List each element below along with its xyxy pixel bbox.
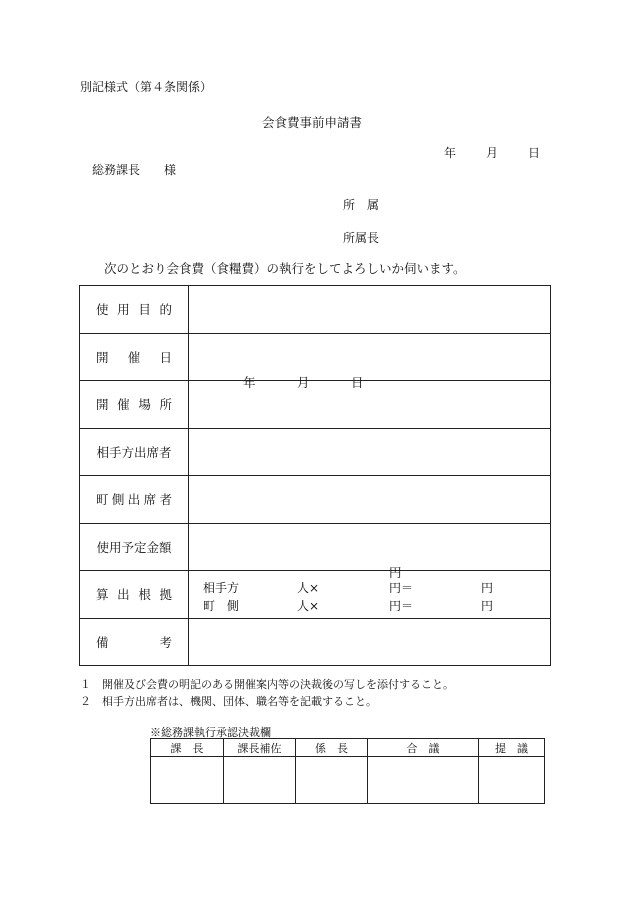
label-char: 用 bbox=[117, 302, 130, 318]
label-char: 催 bbox=[117, 397, 130, 413]
stamp-box[interactable] bbox=[151, 757, 224, 804]
row-label-purpose bbox=[80, 286, 189, 334]
spread-label bbox=[80, 348, 188, 366]
notes bbox=[80, 676, 454, 710]
note-item: ２ 相手方出席者は、機関、団体、職名等を記載すること。 bbox=[80, 695, 377, 708]
label-char: 催 bbox=[127, 349, 141, 365]
label-char: 用 bbox=[108, 539, 122, 555]
table-row bbox=[80, 286, 551, 334]
remarks-field[interactable] bbox=[189, 618, 551, 666]
label-char: 日 bbox=[159, 349, 172, 365]
table-row bbox=[80, 571, 551, 619]
approval-header-deputy-chief: 課長補佐 bbox=[224, 739, 296, 757]
row-label-venue bbox=[80, 381, 189, 429]
label-char: 手 bbox=[108, 444, 122, 460]
label-char: 使 bbox=[96, 539, 109, 555]
spread-label bbox=[80, 633, 188, 651]
label-char: 出 bbox=[127, 492, 141, 508]
label-char: 出 bbox=[134, 444, 147, 460]
approval-header-proposal: 提 議 bbox=[479, 739, 545, 757]
label-char: 開 bbox=[96, 397, 109, 413]
amount-unit: 円 bbox=[389, 564, 402, 580]
calc-unit-yen: 円＝ bbox=[389, 598, 414, 613]
calc-party: 町 側 bbox=[203, 598, 240, 613]
calc-unit-yen: 円＝ bbox=[389, 580, 414, 595]
label-char: 方 bbox=[121, 444, 134, 460]
town-attendees-field[interactable] bbox=[189, 476, 551, 524]
row-label-planned-amount bbox=[80, 523, 189, 571]
label-char: 考 bbox=[159, 634, 172, 650]
label-char: 予 bbox=[121, 539, 134, 555]
approval-header-subsection-chief: 係 長 bbox=[296, 739, 368, 757]
calc-total-yen: 円 bbox=[481, 580, 494, 595]
label-char: 使 bbox=[96, 302, 109, 318]
date-day-unit: 日 bbox=[351, 374, 364, 390]
label-char: 開 bbox=[96, 349, 109, 365]
label-char: 者 bbox=[159, 492, 172, 508]
approval-caption: ※総務課執行承認決裁欄 bbox=[150, 726, 271, 739]
application-table bbox=[79, 285, 551, 666]
approval-header-consultation: 合 議 bbox=[368, 739, 479, 757]
form-label: 別記様式（第４条関係） bbox=[80, 80, 213, 94]
date-month: 月 bbox=[486, 146, 499, 160]
stamp-box[interactable] bbox=[479, 757, 545, 804]
spread-label bbox=[80, 443, 188, 461]
calculation-basis-field[interactable] bbox=[189, 571, 551, 619]
spread-label bbox=[80, 395, 188, 413]
label-char: 的 bbox=[159, 302, 172, 318]
addressee: 総務課長 様 bbox=[92, 163, 177, 177]
guest-attendees-field[interactable] bbox=[189, 428, 551, 476]
table-row bbox=[80, 381, 551, 429]
label-char: 町 bbox=[96, 492, 109, 508]
table-row bbox=[80, 428, 551, 476]
row-label-guest-attendees bbox=[80, 428, 189, 476]
label-char: 算 bbox=[96, 587, 109, 603]
label-char: 出 bbox=[117, 587, 130, 603]
label-char: 定 bbox=[134, 539, 147, 555]
row-label-date bbox=[80, 333, 189, 381]
approval-table bbox=[150, 738, 545, 804]
label-char: 拠 bbox=[159, 587, 172, 603]
label-char: 席 bbox=[143, 492, 157, 508]
table-row bbox=[80, 523, 551, 571]
calc-persons: 人× bbox=[297, 598, 320, 613]
label-char: 目 bbox=[138, 302, 151, 318]
application-date bbox=[444, 146, 540, 160]
spread-label bbox=[80, 538, 188, 556]
approval-stamp-row bbox=[151, 757, 545, 804]
planned-amount-field[interactable] bbox=[189, 523, 551, 580]
spread-label bbox=[80, 490, 188, 508]
label-char: 側 bbox=[111, 492, 125, 508]
document-title: 会食費事前申請書 bbox=[262, 115, 363, 130]
table-row bbox=[80, 333, 551, 381]
spread-label bbox=[80, 300, 188, 318]
date-month-unit: 月 bbox=[297, 374, 310, 390]
stamp-box[interactable] bbox=[224, 757, 296, 804]
date-day: 日 bbox=[528, 146, 541, 160]
note-item: １ 開催及び会費の明記のある開催案内等の決裁後の写しを添付すること。 bbox=[80, 678, 454, 691]
spread-label bbox=[80, 585, 188, 603]
date-field[interactable] bbox=[189, 333, 551, 390]
row-label-remarks bbox=[80, 618, 189, 666]
approval-header-section-chief: 課 長 bbox=[151, 739, 224, 757]
label-char: 額 bbox=[159, 539, 172, 555]
department-head-label: 所属長 bbox=[343, 231, 380, 245]
calc-persons: 人× bbox=[297, 580, 320, 595]
date-year-unit: 年 bbox=[243, 374, 256, 390]
calc-total-yen: 円 bbox=[481, 598, 494, 613]
row-label-calculation-basis bbox=[80, 571, 189, 619]
stamp-box[interactable] bbox=[296, 757, 368, 804]
label-char: 席 bbox=[146, 444, 160, 460]
row-label-town-attendees bbox=[80, 476, 189, 524]
calc-party: 相手方 bbox=[203, 580, 240, 595]
label-char: 金 bbox=[146, 539, 160, 555]
stamp-box[interactable] bbox=[368, 757, 479, 804]
department-label: 所 属 bbox=[343, 198, 380, 212]
label-char: 備 bbox=[96, 634, 109, 650]
purpose-field[interactable] bbox=[189, 286, 551, 334]
label-char: 所 bbox=[159, 397, 172, 413]
label-char: 根 bbox=[138, 587, 151, 603]
calc-line-town bbox=[203, 597, 550, 615]
table-row bbox=[80, 476, 551, 524]
date-year: 年 bbox=[444, 146, 457, 160]
calc-line-guest bbox=[203, 579, 550, 597]
label-char: 者 bbox=[159, 444, 172, 460]
approval-header-row bbox=[151, 739, 545, 757]
label-char: 相 bbox=[96, 444, 109, 460]
table-row bbox=[80, 618, 551, 666]
label-char: 場 bbox=[138, 397, 151, 413]
intro-text: 次のとおり会食費（食糧費）の執行をしてよろしいか伺います。 bbox=[104, 261, 466, 276]
